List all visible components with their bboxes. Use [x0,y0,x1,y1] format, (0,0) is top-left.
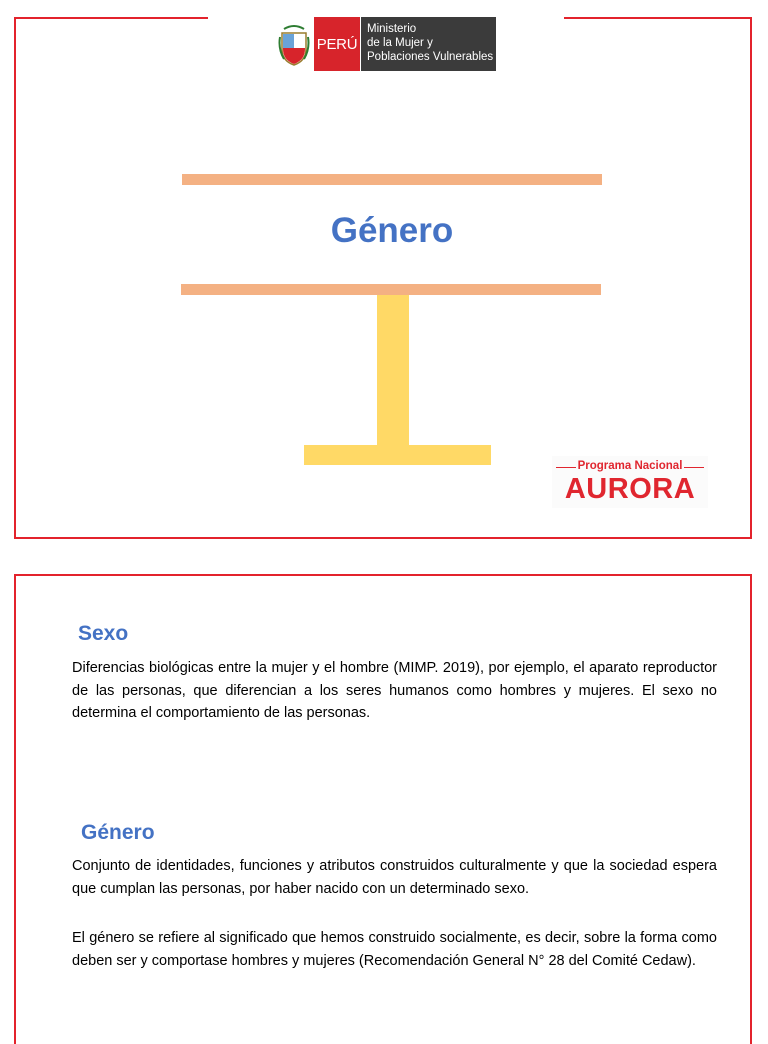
yellow-stem [377,295,409,445]
aurora-subtitle: Programa Nacional [577,460,683,472]
title-slide [14,17,752,539]
ministry-line: Ministerio [367,23,417,35]
ministry-name [360,17,496,71]
ministry-logo [278,16,496,72]
aurora-wordmark: AURORA [564,473,696,505]
section-title-genero: Género [81,821,155,844]
section-title-sexo: Sexo [78,622,129,645]
bottom-orange-bar [181,284,601,295]
yellow-base [304,445,491,465]
definitions-slide [14,574,752,1044]
aurora-logo [552,456,708,508]
ministry-line: de la Mujer y [367,37,433,49]
paragraph-genero-2: El género se refiere al significado que hemos construido socialmente, es decir, sobre la forma como deben ser y comportase hombres y mujeres (Recomendación General N° 28 del Comité Cedaw). [72,930,717,969]
peru-coat-of-arms-icon [278,21,310,67]
paragraph-sexo: Diferencias biológicas entre la mujer y el hombre (MIMP. 2019), por ejemplo, el aparato reproductor de las personas, que diferencian a los seres humanos como hombres y mujeres. El sexo no determina el comportamiento de las personas. [72,660,717,721]
paragraph-genero-1: Conjunto de identidades, funciones y atributos construidos culturalmente y que la sociedad espera que cumplan las personas, por haber nacido con un determinado sexo. [72,858,717,897]
slide-title: Género [330,211,454,250]
ministry-line: Poblaciones Vulnerables [367,51,494,63]
peru-label: PERÚ [314,17,360,71]
top-orange-bar [182,174,602,185]
